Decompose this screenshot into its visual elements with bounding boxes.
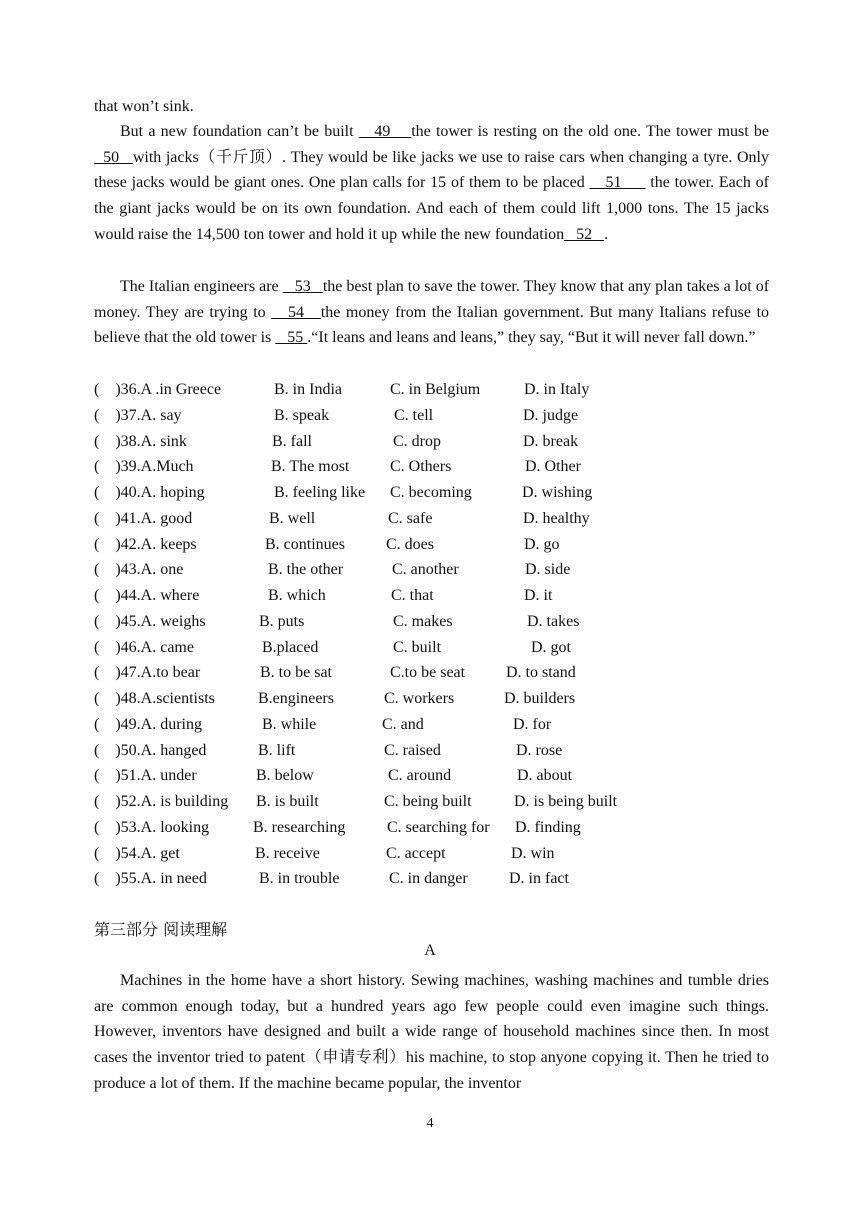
question-stem: ( )48.A.scientists xyxy=(94,690,215,707)
passage-text: .“It leans and leans and leans,” they say, “But it will never fall down.” xyxy=(307,329,756,347)
option-c: C. being built xyxy=(384,793,472,810)
option-d: D. for xyxy=(513,715,552,733)
option-b: B. in India xyxy=(274,381,342,398)
option-c: C. becoming xyxy=(390,484,472,501)
option-c: C. built xyxy=(393,638,442,656)
question-stem: ( )46.A. came xyxy=(94,638,194,656)
question-stem: ( )49.A. during xyxy=(94,715,202,733)
question-stem: ( )39.A.Much xyxy=(94,458,194,476)
passage-text: the tower. Each of the giant jacks would be on its own foundation. And each of them could lift 1,000 tons. The 15 jacks would raise the 14,500 ton tower and hold it up while the new foundation xyxy=(94,174,769,243)
option-c: C. and xyxy=(382,715,424,733)
question-stem: ( )43.A. one xyxy=(94,561,184,579)
option-d: D. takes xyxy=(527,612,580,630)
option-d: D. builders xyxy=(504,690,576,707)
option-d: D. is being built xyxy=(514,793,618,810)
option-b: B. in trouble xyxy=(259,870,340,888)
option-b: B. fall xyxy=(272,432,312,450)
passage-text: the money from the Italian government. But many Italians refuse to believe that the old tower is xyxy=(94,303,770,347)
answer-blank: 53 xyxy=(282,278,323,295)
option-d: D. about xyxy=(517,767,573,785)
question-stem: ( )54.A. get xyxy=(94,844,180,862)
question-stem: ( )40.A. hoping xyxy=(94,484,205,501)
option-c: C. drop xyxy=(393,432,441,450)
passage-text: the best plan to save the tower. They know that any plan takes a lot of money. They are trying to xyxy=(94,278,770,321)
answer-blank: 55 xyxy=(275,329,308,347)
option-d: D. judge xyxy=(523,406,579,424)
option-d: D. rose xyxy=(516,741,563,759)
option-d: D. Other xyxy=(525,458,581,476)
option-b: B. The most xyxy=(271,458,350,476)
question-stem: ( )41.A. good xyxy=(94,509,193,527)
question-stem: ( )42.A. keeps xyxy=(94,535,197,553)
option-c: C. searching for xyxy=(387,818,490,836)
option-b: B.placed xyxy=(262,638,319,656)
option-b: B. to be sat xyxy=(260,664,332,682)
option-c: C.to be seat xyxy=(390,664,466,682)
option-d: D. wishing xyxy=(522,484,593,501)
option-c: C. raised xyxy=(384,741,441,759)
reading-paragraph: Machines in the home have a short history. Sewing machines, washing machines and tumble dries are common enough today, but a hundred years ago few people could even imagine such things. However, inventors have designed and built a wide range of household machines since then. In most cases the inventor tried to patent（申请专利）his machine, to stop anyone copying it. Then he tried to produce a lot of them. If the machine became popular, the inventor xyxy=(94,972,769,1092)
option-c: C. workers xyxy=(384,690,455,707)
option-d: D. break xyxy=(523,432,579,450)
answer-blank: 52 xyxy=(564,225,605,243)
option-c: C. in Belgium xyxy=(390,381,481,398)
answer-blank: 50 xyxy=(94,148,133,166)
question-stem: ( )38.A. sink xyxy=(94,432,187,450)
question-stem: ( )45.A. weighs xyxy=(94,612,206,630)
section-title: 第三部分 阅读理解 xyxy=(94,920,228,939)
option-c: C. in danger xyxy=(389,870,468,888)
passage-text: But a new foundation can’t be built xyxy=(120,123,359,140)
option-d: D. got xyxy=(531,638,571,656)
question-stem: ( )44.A. where xyxy=(94,587,200,604)
question-stem: ( )55.A. in need xyxy=(94,870,207,888)
page-number: 4 xyxy=(426,1116,434,1131)
option-b: B. receive xyxy=(255,844,320,862)
option-b: B. researching xyxy=(253,818,346,836)
option-d: D. go xyxy=(524,535,560,553)
option-c: C. accept xyxy=(386,844,446,862)
passage-text: the tower is resting on the old one. The tower must be xyxy=(411,123,770,140)
option-d: D. to stand xyxy=(506,664,576,682)
option-b: B. feeling like xyxy=(274,484,366,501)
passage-text: with jacks（千斤顶）. They would be like jacks we use to raise cars when changing a tyre. Only these jacks would be giant ones. One plan calls for 15 of them to be placed xyxy=(94,148,769,192)
option-b: B. is built xyxy=(256,793,319,810)
question-stem: ( )52.A. is building xyxy=(94,793,229,810)
option-c: C. makes xyxy=(393,612,453,630)
option-d: D. healthy xyxy=(523,509,590,527)
option-c: C. does xyxy=(386,535,434,553)
option-c: C. around xyxy=(388,767,452,785)
question-stem: ( )53.A. looking xyxy=(94,818,210,836)
option-b: B. speak xyxy=(274,406,330,424)
answer-blank: 54 xyxy=(271,303,321,321)
option-d: D. side xyxy=(525,561,571,579)
option-c: C. safe xyxy=(388,509,433,527)
question-stem: ( )47.A.to bear xyxy=(94,664,201,682)
question-stem: ( )51.A. under xyxy=(94,767,197,785)
option-b: B. which xyxy=(268,587,326,604)
answer-blank: 49 xyxy=(358,123,412,140)
passage-text: The Italian engineers are xyxy=(120,278,283,295)
option-d: D. it xyxy=(524,587,553,604)
option-c: C. that xyxy=(391,587,434,604)
passage-text: . xyxy=(604,225,609,243)
option-b: B. below xyxy=(256,767,314,785)
passage-line-continuation: that won’t sink. xyxy=(94,98,194,115)
question-stem: ( )50.A. hanged xyxy=(94,741,207,759)
option-c: C. tell xyxy=(394,406,434,424)
question-stem: ( )36.A .in Greece xyxy=(94,381,222,398)
option-b: B. well xyxy=(269,509,316,527)
option-b: B. while xyxy=(262,715,317,733)
option-c: C. another xyxy=(392,561,459,579)
passage-paragraph-2 xyxy=(94,274,769,351)
option-b: B. continues xyxy=(265,535,345,553)
option-b: B. puts xyxy=(259,612,305,630)
option-b: B. the other xyxy=(268,561,344,579)
option-b: B. lift xyxy=(258,741,296,759)
option-d: D. in Italy xyxy=(524,381,590,398)
passage-label: A xyxy=(424,942,436,959)
option-d: D. in fact xyxy=(509,870,569,888)
option-c: C. Others xyxy=(390,458,452,476)
passage-paragraph-1 xyxy=(94,119,769,248)
question-stem: ( )37.A. say xyxy=(94,406,182,424)
option-d: D. win xyxy=(511,844,555,862)
option-b: B.engineers xyxy=(258,690,334,707)
option-d: D. finding xyxy=(515,818,581,836)
answer-blank: __51___ xyxy=(589,174,646,192)
